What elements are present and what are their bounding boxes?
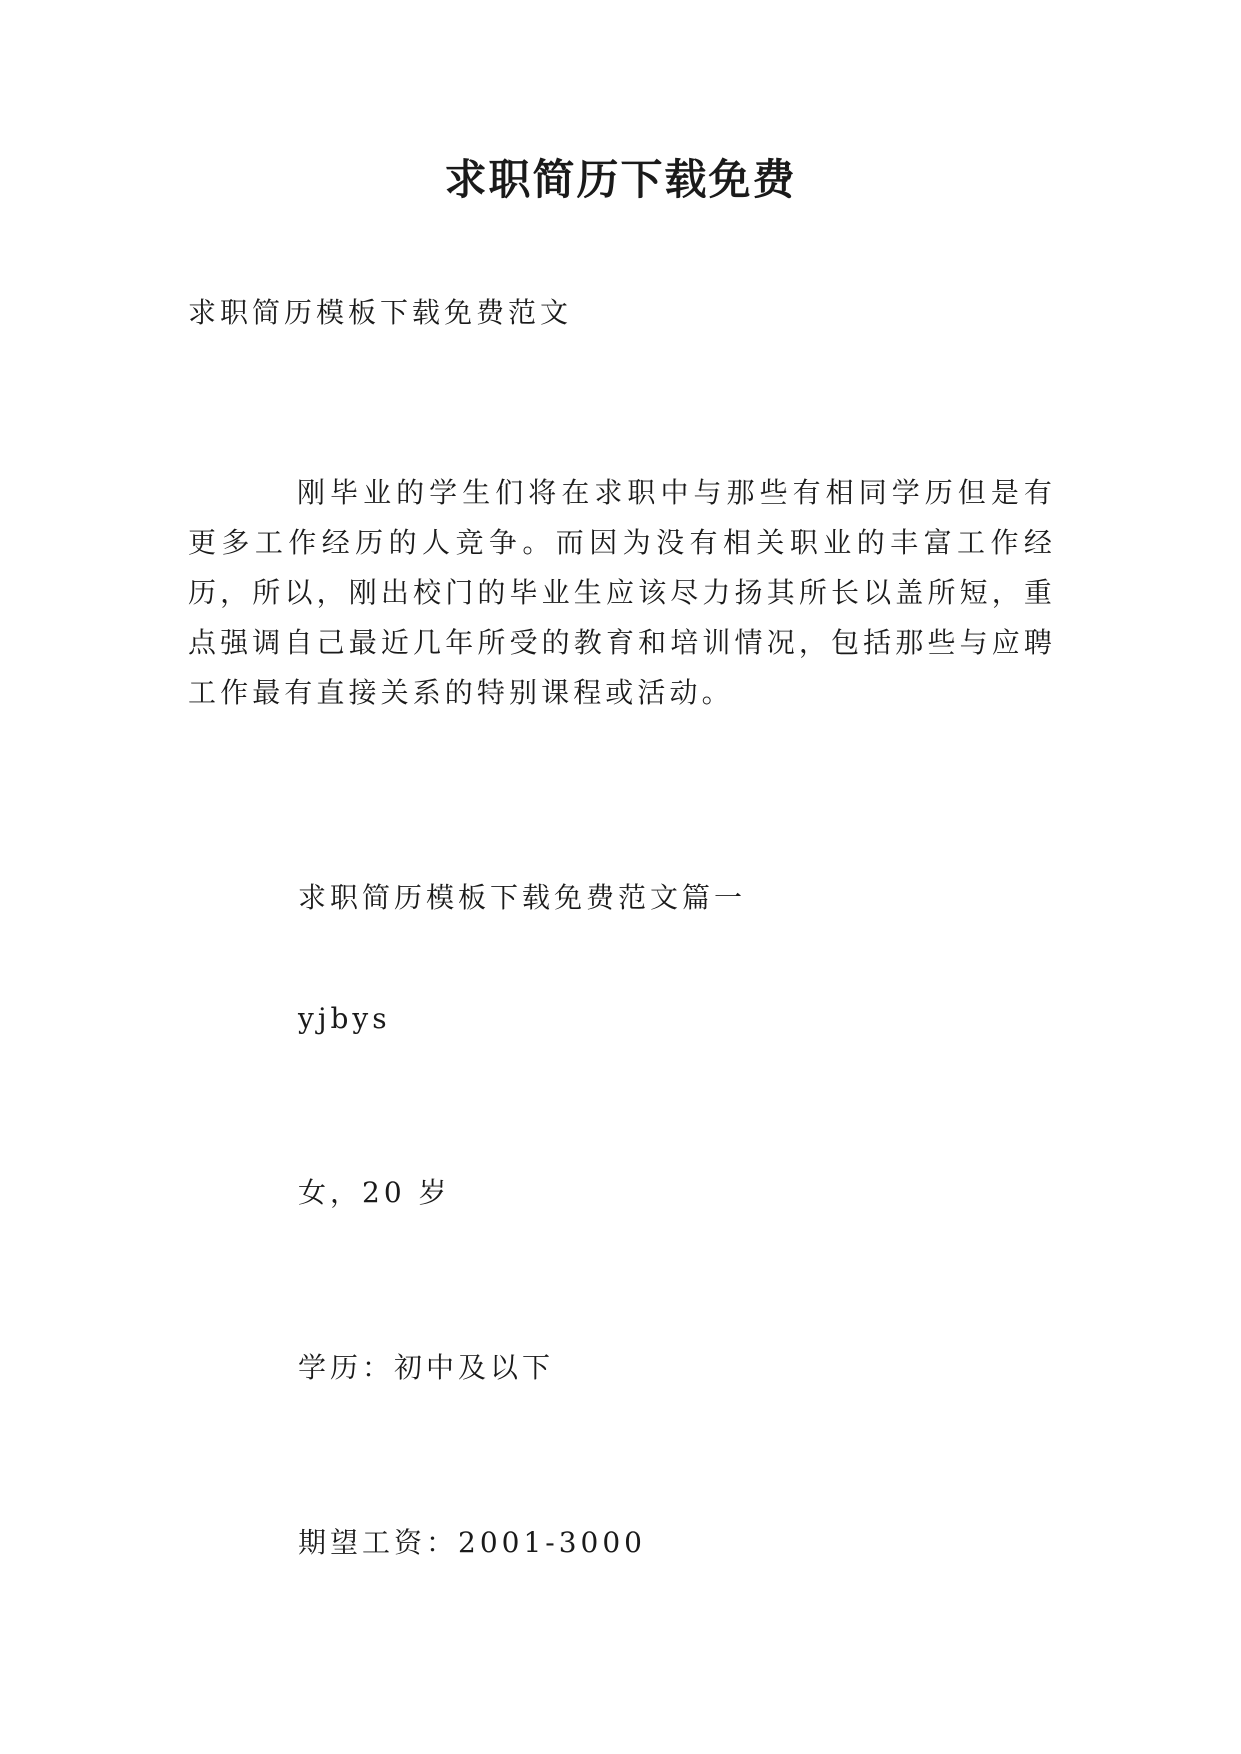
education-line: 学历：初中及以下 xyxy=(298,1351,555,1384)
document-title: 求职简历下载免费 xyxy=(444,155,797,204)
document-subtitle: 求职简历模板下载免费范文 xyxy=(188,296,573,329)
gender-age: 女，20 岁 xyxy=(298,1176,451,1209)
applicant-name: yjbys xyxy=(298,1002,391,1035)
section-heading: 求职简历模板下载免费范文篇一 xyxy=(298,881,747,914)
intro-paragraph: 刚毕业的学生们将在求职中与那些有相同学历但是有更多工作经历的人竞争。而因为没有相关职业的丰富工作经历，所以，刚出校门的毕业生应该尽力扬其所长以盖所短，重点强调自己最近几年所受的教育和培训情况，包括那些与应聘工作最有直接关系的特别课程或活动。 xyxy=(188,476,1056,709)
expected-salary: 期望工资：2001-3000 xyxy=(298,1526,646,1559)
